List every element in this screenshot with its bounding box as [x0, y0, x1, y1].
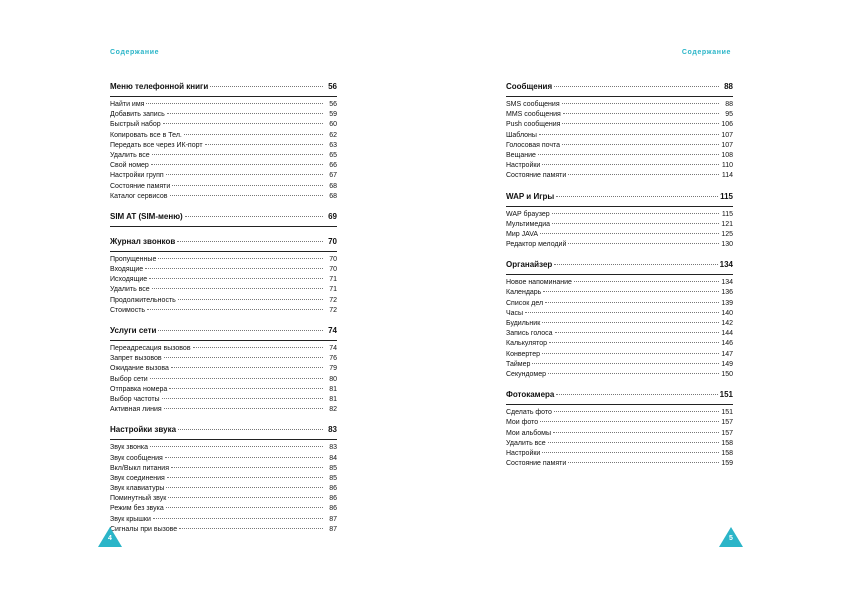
dot-leader	[568, 174, 719, 175]
entry-page-number: 151	[721, 409, 733, 417]
dot-leader	[158, 258, 323, 259]
toc-entry[interactable]	[506, 429, 733, 439]
toc-entry[interactable]	[110, 141, 337, 151]
entry-page-number: 82	[329, 406, 337, 414]
entry-label: Добавить запись	[110, 111, 165, 119]
entry-page-number: 146	[721, 340, 733, 348]
entry-label: Мои фото	[506, 419, 539, 427]
entry-page-number: 110	[721, 162, 733, 170]
entry-label: Удалить все	[506, 439, 546, 447]
toc-section-heading[interactable]	[506, 390, 733, 405]
toc-entry[interactable]	[110, 364, 337, 374]
entry-label: Запись голоса	[506, 330, 553, 338]
page-number: 4	[108, 535, 112, 542]
entry-label: Выбор частоты	[110, 395, 160, 403]
entry-page-number: 86	[329, 505, 337, 513]
dot-leader	[158, 330, 323, 331]
entry-page-number: 72	[329, 296, 337, 304]
toc-entry[interactable]	[110, 474, 337, 484]
toc-section	[506, 390, 733, 469]
table-of-contents	[110, 82, 337, 545]
entry-page-number: 86	[329, 485, 337, 493]
entry-page-number: 147	[721, 350, 733, 358]
entry-label: Голосовая почта	[506, 141, 561, 149]
toc-entry[interactable]	[506, 360, 733, 370]
entry-label: Каталог сервисов	[110, 192, 168, 200]
entry-label: Отправка номера	[110, 385, 168, 393]
entry-label: Удалить все	[110, 286, 150, 294]
toc-entry[interactable]	[506, 120, 733, 130]
section-page-number: 115	[720, 191, 733, 201]
entry-label: Будильник	[506, 320, 541, 327]
toc-section-heading[interactable]	[110, 237, 337, 252]
entry-label: Мои альбомы	[506, 429, 552, 437]
dot-leader	[554, 411, 719, 412]
toc-section-heading[interactable]	[110, 82, 337, 97]
section-page-number: 151	[719, 390, 733, 400]
entry-label: Ожидание вызова	[110, 365, 169, 373]
entry-label: Звук соединения	[110, 474, 165, 482]
toc-entry[interactable]	[506, 210, 733, 220]
toc-entry[interactable]	[506, 449, 733, 459]
dot-leader	[163, 123, 323, 124]
toc-entry[interactable]	[506, 240, 733, 250]
dot-leader	[146, 103, 323, 104]
entry-page-number: 84	[329, 454, 337, 462]
entry-label: Продолжительность	[110, 296, 176, 304]
entry-page-number: 107	[721, 141, 733, 149]
entry-page-number: 106	[721, 121, 733, 129]
entry-page-number: 80	[329, 375, 337, 383]
entry-page-number: 139	[721, 299, 733, 307]
toc-entry[interactable]	[110, 192, 337, 202]
entry-page-number: 134	[721, 279, 733, 287]
toc-entry[interactable]	[506, 100, 733, 110]
dot-leader	[210, 86, 323, 87]
dot-leader	[562, 123, 719, 124]
dot-leader	[168, 497, 323, 498]
entry-label: Исходящие	[110, 276, 148, 284]
entry-page-number: 81	[329, 395, 337, 403]
toc-entry[interactable]	[110, 151, 337, 161]
entry-label: Выбор сети	[110, 375, 148, 383]
section-page-number: 83	[328, 425, 337, 435]
entry-label: Калькулятор	[506, 340, 547, 348]
section-page-number: 56	[328, 82, 337, 91]
section-title: Настройки звука	[110, 425, 177, 435]
section-page-number: 134	[719, 260, 733, 270]
entry-page-number: 125	[721, 230, 733, 238]
page-header: Содержание	[110, 49, 160, 56]
toc-section	[506, 192, 733, 251]
toc-entry[interactable]	[110, 120, 337, 130]
dot-leader	[562, 144, 719, 145]
entry-label: Состояние памяти	[506, 172, 567, 180]
entry-page-number: 87	[329, 525, 337, 533]
entry-page-number: 68	[329, 192, 337, 200]
entry-page-number: 136	[721, 289, 733, 297]
toc-entry[interactable]	[506, 110, 733, 120]
dot-leader	[166, 507, 323, 508]
dot-leader	[165, 457, 323, 458]
toc-entry[interactable]	[110, 306, 337, 316]
dot-leader	[164, 357, 323, 358]
dot-leader	[539, 134, 719, 135]
toc-section	[110, 212, 337, 227]
toc-entry[interactable]	[506, 370, 733, 380]
toc-entry[interactable]	[110, 344, 337, 354]
section-title: SIM AT (SIM-меню)	[110, 211, 183, 221]
entry-page-number: 79	[329, 365, 337, 373]
entry-page-number: 67	[329, 172, 337, 180]
dot-leader	[574, 281, 719, 282]
toc-entry[interactable]	[506, 151, 733, 161]
toc-entry[interactable]	[110, 110, 337, 120]
dot-leader	[145, 268, 323, 269]
entry-label: Часы	[506, 309, 524, 317]
toc-entry[interactable]	[506, 418, 733, 428]
entry-page-number: 107	[721, 131, 733, 139]
toc-entry[interactable]	[506, 319, 733, 329]
dot-leader	[554, 86, 719, 87]
dot-leader	[532, 363, 719, 364]
toc-entry[interactable]	[110, 375, 337, 385]
entry-label: Передать все через ИК-порт	[110, 141, 203, 149]
entry-page-number: 142	[721, 320, 733, 327]
toc-section	[506, 260, 733, 380]
entry-label: Звук звонка	[110, 444, 149, 452]
toc-entry[interactable]	[506, 309, 733, 319]
section-title: Сообщения	[506, 82, 553, 91]
section-title: Органайзер	[506, 260, 553, 270]
entry-label: Поминутный звук	[110, 495, 167, 503]
section-title: Меню телефонной книги	[110, 82, 209, 91]
section-title: WAP и Игры	[506, 191, 555, 201]
dot-leader	[525, 312, 719, 313]
dot-leader	[150, 446, 323, 447]
toc-entry[interactable]	[110, 385, 337, 395]
toc-entry[interactable]	[110, 454, 337, 464]
entry-label: Состояние памяти	[110, 182, 171, 190]
entry-label: Конвертер	[506, 350, 541, 358]
toc-section-heading[interactable]	[110, 212, 337, 227]
dot-leader	[562, 103, 719, 104]
entry-page-number: 74	[329, 345, 337, 352]
entry-label: Найти имя	[110, 101, 145, 108]
entry-page-number: 63	[329, 141, 337, 149]
dot-leader	[549, 342, 719, 343]
dot-leader	[153, 518, 323, 519]
dot-leader	[563, 113, 719, 114]
dot-leader	[151, 164, 323, 165]
entry-label: Свой номер	[110, 162, 149, 170]
right-page	[421, 0, 842, 595]
entry-label: Стоимость	[110, 306, 146, 314]
section-page-number: 88	[724, 82, 733, 91]
entry-label: WAP браузер	[506, 210, 550, 218]
entry-page-number: 83	[329, 444, 337, 452]
toc-entry[interactable]	[110, 464, 337, 474]
entry-label: Таймер	[506, 360, 531, 368]
dot-leader	[150, 378, 323, 379]
entry-label: Сигналы при вызове	[110, 525, 178, 533]
toc-entry[interactable]	[110, 265, 337, 275]
dot-leader	[538, 154, 719, 155]
entry-page-number: 158	[721, 439, 733, 447]
toc-entry[interactable]	[110, 171, 337, 181]
entry-page-number: 81	[329, 385, 337, 393]
entry-page-number: 68	[329, 182, 337, 190]
dot-leader	[568, 462, 719, 463]
entry-page-number: 56	[329, 101, 337, 108]
entry-page-number: 159	[721, 460, 733, 468]
dot-leader	[172, 185, 323, 186]
entry-page-number: 157	[721, 429, 733, 437]
dot-leader	[147, 309, 323, 310]
entry-page-number: 70	[329, 255, 337, 263]
toc-entry[interactable]	[110, 275, 337, 285]
dot-leader	[184, 134, 323, 135]
dot-leader	[556, 394, 717, 395]
entry-page-number: 114	[721, 172, 733, 180]
toc-entry[interactable]	[110, 296, 337, 306]
toc-entry[interactable]	[110, 161, 337, 171]
entry-label: Редактор мелодий	[506, 241, 567, 249]
dot-leader	[543, 291, 719, 292]
toc-section-heading[interactable]	[506, 260, 733, 275]
toc-entry[interactable]	[110, 443, 337, 453]
toc-entry[interactable]	[110, 525, 337, 535]
toc-entry[interactable]	[110, 494, 337, 504]
dot-leader	[178, 299, 323, 300]
toc-section	[110, 82, 337, 202]
toc-entry[interactable]	[110, 484, 337, 494]
dot-leader	[164, 408, 323, 409]
dot-leader	[552, 213, 719, 214]
section-page-number: 74	[328, 326, 337, 335]
toc-entry[interactable]	[110, 395, 337, 405]
toc-entry[interactable]	[110, 515, 337, 525]
entry-label: Переадресация вызовов	[110, 345, 191, 352]
table-of-contents	[506, 82, 733, 479]
dot-leader	[552, 223, 719, 224]
toc-entry[interactable]	[110, 354, 337, 364]
toc-section	[506, 82, 733, 182]
entry-page-number: 59	[329, 111, 337, 119]
toc-entry[interactable]	[506, 220, 733, 230]
toc-entry[interactable]	[506, 459, 733, 469]
toc-entry[interactable]	[110, 405, 337, 415]
toc-section-heading[interactable]	[110, 425, 337, 440]
entry-page-number: 108	[721, 151, 733, 159]
dot-leader	[205, 144, 323, 145]
entry-label: Сделать фото	[506, 409, 552, 417]
entry-label: Календарь	[506, 289, 542, 297]
toc-section	[110, 326, 337, 415]
entry-label: Быстрый набор	[110, 121, 161, 129]
dot-leader	[553, 432, 719, 433]
toc-entry[interactable]	[110, 504, 337, 514]
entry-label: Шаблоны	[506, 131, 537, 139]
toc-entry[interactable]	[110, 100, 337, 110]
dot-leader	[179, 528, 323, 529]
entry-page-number: 130	[721, 241, 733, 249]
entry-page-number: 88	[725, 101, 733, 108]
entry-label: Запрет вызовов	[110, 355, 162, 363]
toc-entry[interactable]	[506, 141, 733, 151]
entry-label: SMS сообщения	[506, 101, 560, 108]
dot-leader	[555, 332, 719, 333]
entry-page-number: 144	[721, 330, 733, 338]
entry-page-number: 87	[329, 515, 337, 523]
entry-page-number: 76	[329, 355, 337, 363]
dot-leader	[548, 442, 719, 443]
entry-page-number: 66	[329, 162, 337, 170]
toc-section-heading[interactable]	[110, 326, 337, 341]
dot-leader	[556, 196, 718, 197]
entry-page-number: 60	[329, 121, 337, 129]
dot-leader	[152, 288, 323, 289]
toc-section-heading[interactable]	[506, 82, 733, 97]
dot-leader	[162, 398, 323, 399]
dot-leader	[545, 302, 719, 303]
entry-label: Режим без звука	[110, 505, 164, 513]
dot-leader	[540, 233, 719, 234]
section-title: Фотокамера	[506, 390, 555, 400]
entry-label: Мир JAVA	[506, 230, 539, 238]
dot-leader	[166, 487, 323, 488]
dot-leader	[540, 421, 719, 422]
entry-label: Звук крышки	[110, 515, 151, 523]
entry-page-number: 70	[329, 266, 337, 274]
dot-leader	[178, 429, 323, 430]
entry-page-number: 85	[329, 474, 337, 482]
toc-entry[interactable]	[506, 171, 733, 181]
toc-entry[interactable]	[506, 329, 733, 339]
dot-leader	[149, 278, 323, 279]
toc-entry[interactable]	[506, 299, 733, 309]
toc-entry[interactable]	[506, 161, 733, 171]
toc-entry[interactable]	[506, 131, 733, 141]
toc-entry[interactable]	[110, 131, 337, 141]
entry-label: Звук клавиатуры	[110, 485, 165, 493]
entry-label: Удалить все	[110, 151, 150, 159]
toc-section	[110, 425, 337, 535]
entry-page-number: 115	[721, 210, 733, 218]
entry-label: Пропущенные	[110, 255, 157, 263]
toc-entry[interactable]	[506, 350, 733, 360]
dot-leader	[554, 264, 717, 265]
toc-section-heading[interactable]	[506, 192, 733, 207]
entry-label: Список дел	[506, 299, 544, 307]
entry-page-number: 140	[721, 309, 733, 317]
page-number: 5	[729, 535, 733, 542]
dot-leader	[171, 467, 323, 468]
toc-entry[interactable]	[506, 439, 733, 449]
section-title: Услуги сети	[110, 326, 157, 335]
dot-leader	[167, 113, 323, 114]
dot-leader	[177, 241, 323, 242]
dot-leader	[170, 195, 324, 196]
entry-label: Вкл/Выкл питания	[110, 464, 169, 472]
toc-entry[interactable]	[110, 255, 337, 265]
page-header: Содержание	[681, 49, 731, 56]
dot-leader	[542, 322, 719, 323]
section-page-number: 70	[328, 236, 337, 246]
entry-page-number: 62	[329, 131, 337, 139]
dot-leader	[542, 353, 719, 354]
entry-label: Мультимедиа	[506, 220, 550, 228]
section-title: Журнал звонков	[110, 236, 176, 246]
entry-page-number: 95	[725, 111, 733, 119]
dot-leader	[548, 373, 719, 374]
entry-page-number: 157	[721, 419, 733, 427]
toc-entry[interactable]	[506, 288, 733, 298]
entry-label: Настройки	[506, 162, 541, 170]
dot-leader	[166, 174, 323, 175]
entry-label: Входящие	[110, 266, 144, 274]
toc-entry[interactable]	[506, 339, 733, 349]
entry-label: Звук сообщения	[110, 454, 163, 462]
entry-page-number: 150	[721, 370, 733, 378]
entry-label: Настройки групп	[110, 172, 164, 180]
entry-page-number: 149	[721, 360, 733, 368]
dot-leader	[185, 216, 323, 217]
entry-label: MMS сообщения	[506, 111, 561, 119]
entry-label: Вещание	[506, 151, 536, 159]
section-page-number: 69	[328, 211, 337, 221]
entry-page-number: 158	[721, 449, 733, 457]
entry-label: Новое напоминание	[506, 279, 572, 287]
entry-page-number: 85	[329, 464, 337, 472]
dot-leader	[171, 367, 323, 368]
toc-entry[interactable]	[506, 408, 733, 418]
entry-page-number: 65	[329, 151, 337, 159]
toc-entry[interactable]	[110, 182, 337, 192]
entry-label: Состояние памяти	[506, 460, 567, 468]
dot-leader	[152, 154, 323, 155]
toc-entry[interactable]	[110, 285, 337, 295]
entry-label: Секундомер	[506, 370, 547, 378]
entry-label: Активная линия	[110, 406, 162, 414]
entry-page-number: 86	[329, 495, 337, 503]
toc-entry[interactable]	[506, 278, 733, 288]
dot-leader	[193, 347, 323, 348]
entry-label: Push сообщения	[506, 121, 561, 129]
entry-page-number: 71	[329, 286, 337, 294]
dot-leader	[542, 452, 719, 453]
dot-leader	[169, 388, 323, 389]
toc-section	[110, 237, 337, 316]
dot-leader	[167, 477, 323, 478]
toc-entry[interactable]	[506, 230, 733, 240]
entry-page-number: 72	[329, 306, 337, 314]
entry-page-number: 121	[721, 220, 733, 228]
dot-leader	[542, 164, 719, 165]
entry-page-number: 71	[329, 276, 337, 284]
entry-label: Настройки	[506, 449, 541, 457]
entry-label: Копировать все в Тел.	[110, 131, 182, 139]
dot-leader	[568, 243, 719, 244]
